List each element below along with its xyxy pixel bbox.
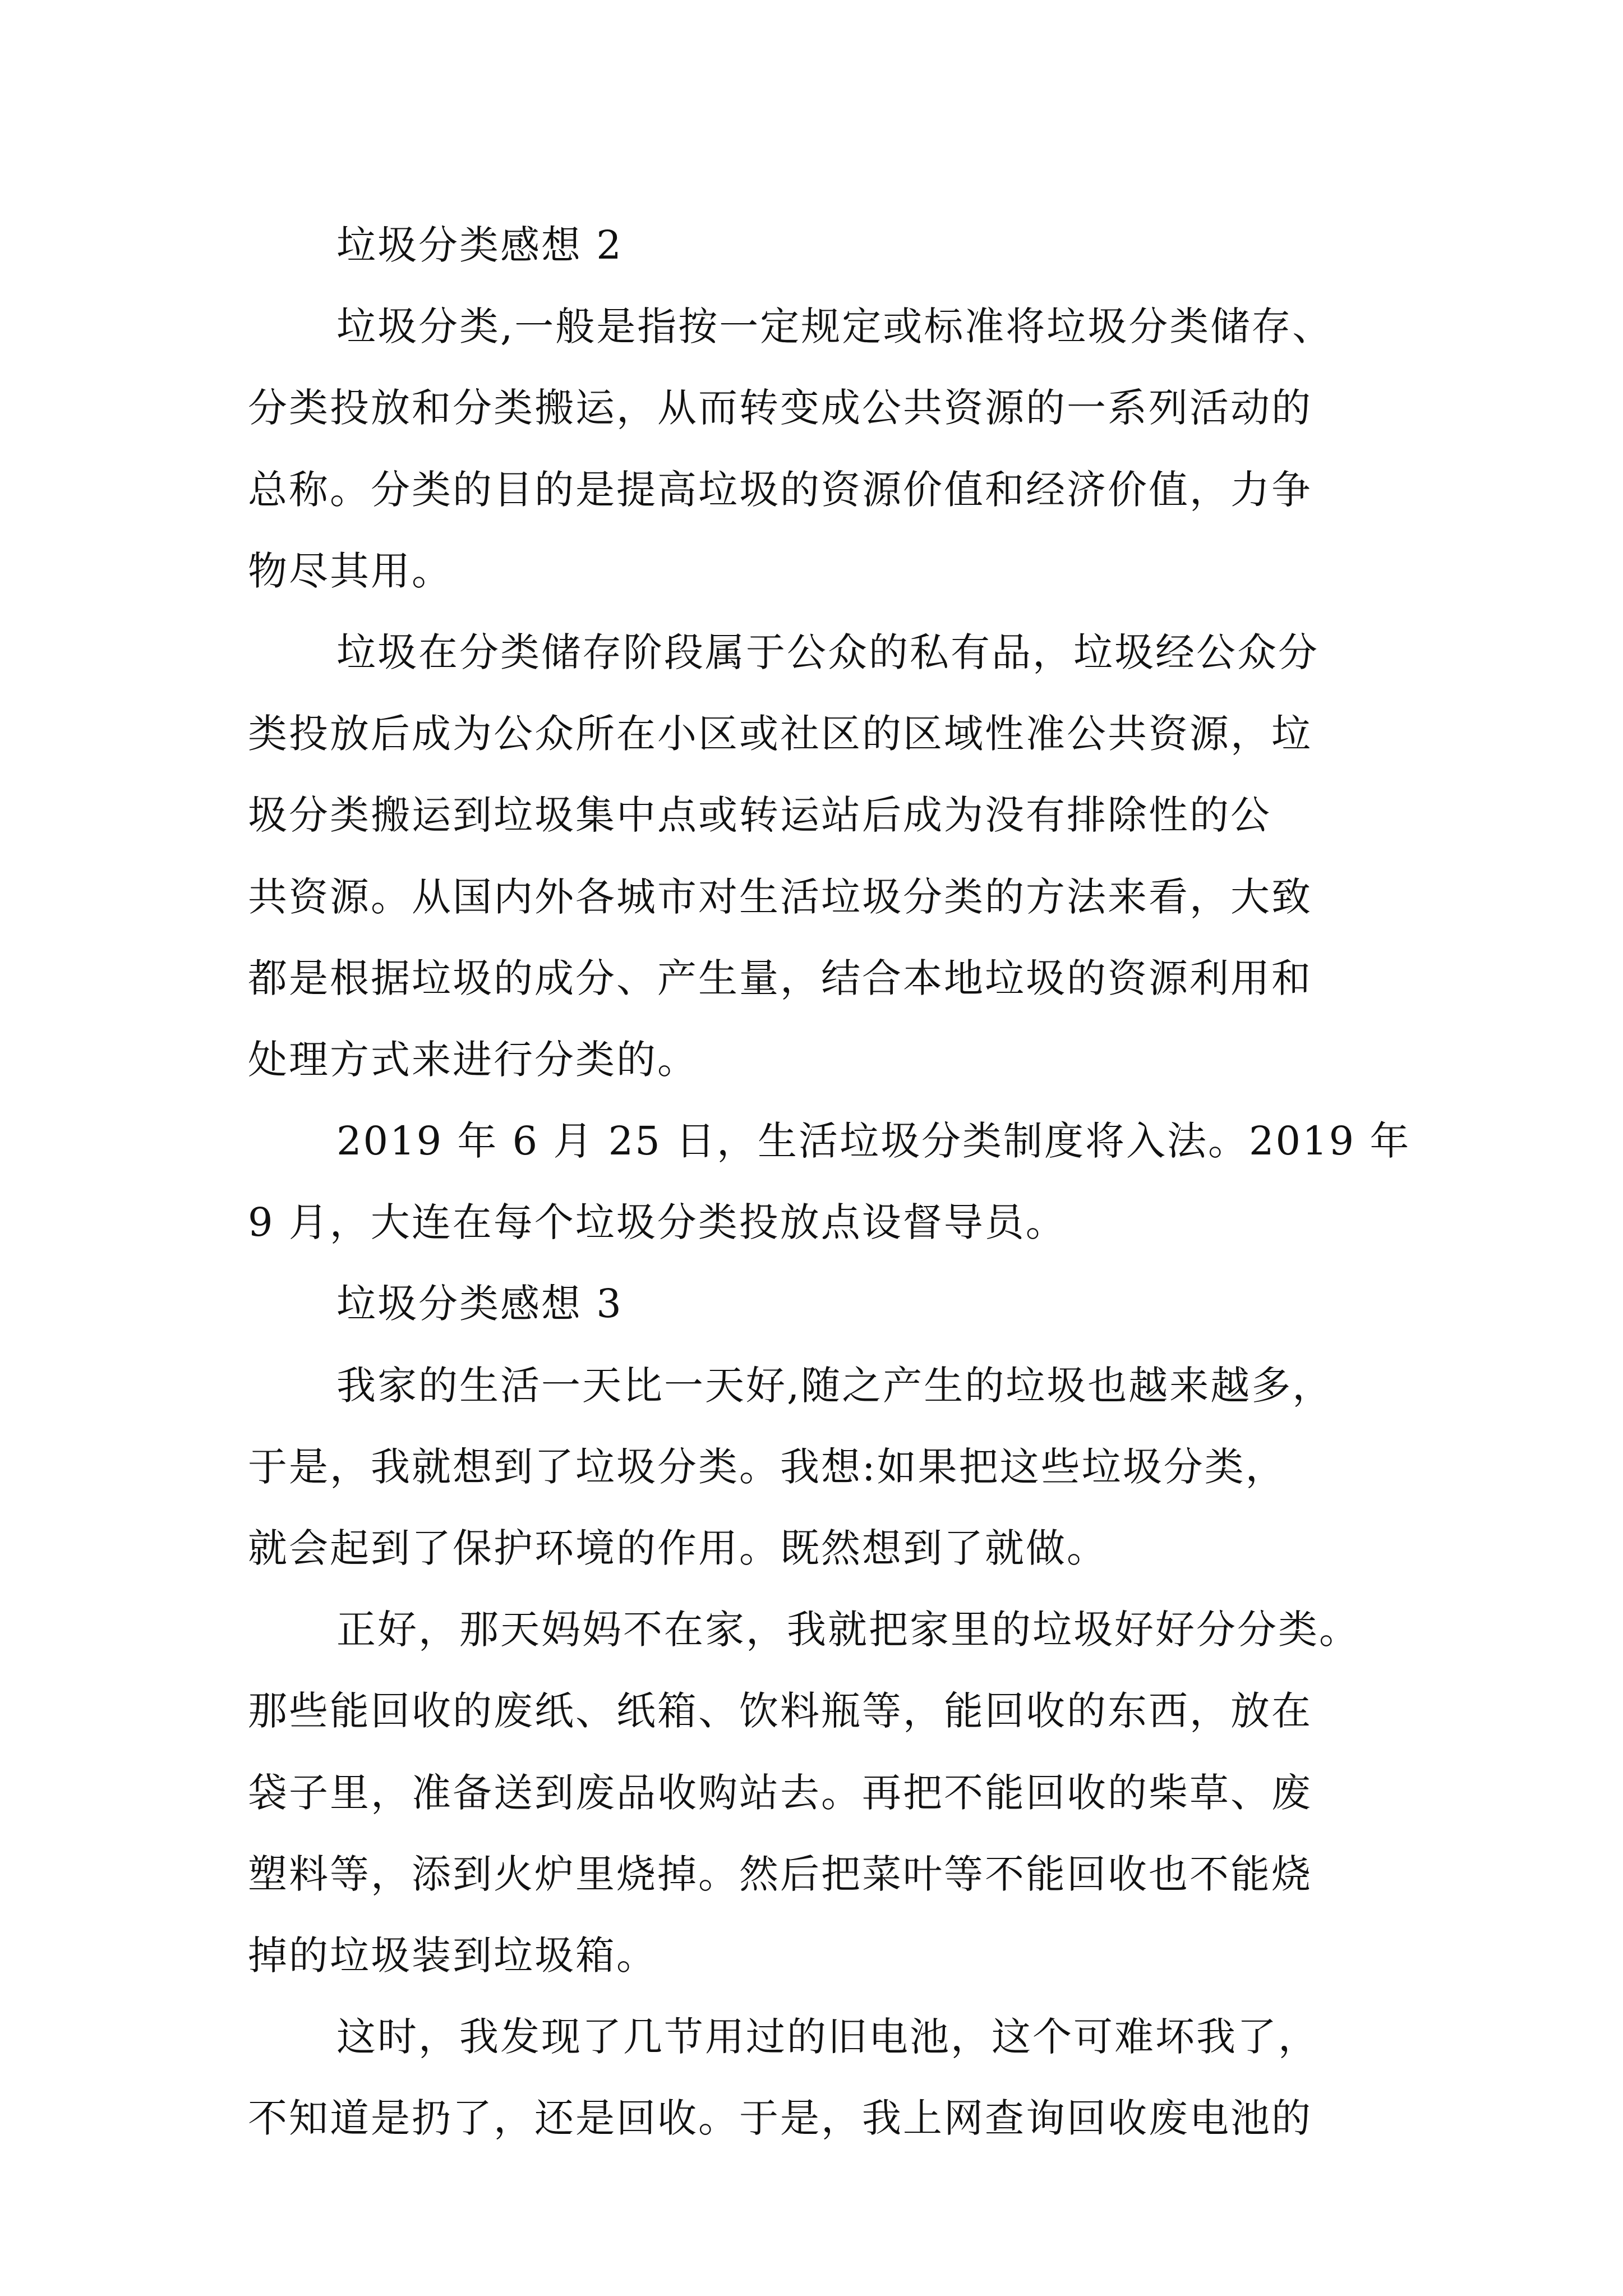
text-line: 垃圾分类感想 2: [336, 222, 623, 268]
text-line: 2019 年 6 月 25 日，生活垃圾分类制度将入法。2019 年: [336, 1118, 1411, 1165]
text-line: 就会起到了保护环境的作用。既然想到了就做。: [248, 1525, 1108, 1571]
text-line: 掉的垃圾装到垃圾箱。: [248, 1932, 657, 1978]
text-line: 类投放后成为公众所在小区或社区的区域性准公共资源，垃: [248, 711, 1312, 757]
text-line: 垃圾分类,一般是指按一定规定或标准将垃圾分类储存、: [336, 303, 1334, 350]
text-line: 那些能回收的废纸、纸箱、饮料瓶等，能回收的东西，放在: [248, 1688, 1312, 1734]
text-line: 总称。分类的目的是提高垃圾的资源价值和经济价值，力争: [248, 466, 1312, 513]
text-line: 圾分类搬运到垃圾集中点或转运站后成为没有排除性的公: [248, 792, 1271, 839]
text-line: 物尽其用。: [248, 547, 453, 594]
text-line: 垃圾分类感想 3: [336, 1281, 623, 1327]
text-line: 正好，那天妈妈不在家，我就把家里的垃圾好好分分类。: [336, 1607, 1360, 1653]
text-line: 共资源。从国内外各城市对生活垃圾分类的方法来看，大致: [248, 873, 1312, 920]
text-line: 9 月，大连在每个垃圾分类投放点设督导员。: [248, 1199, 1067, 1246]
text-line: 塑料等，添到火炉里烧掉。然后把菜叶等不能回收也不能烧: [248, 1851, 1312, 1897]
document-body: [248, 205, 1431, 2160]
text-line: 这时，我发现了几节用过的旧电池，这个可难坏我了，: [336, 2014, 1319, 2060]
text-line: 垃圾在分类储存阶段属于公众的私有品，垃圾经公众分: [336, 629, 1319, 675]
text-line: 于是，我就想到了垃圾分类。我想:如果把这些垃圾分类，: [248, 1443, 1287, 1490]
text-line: 不知道是扔了，还是回收。于是，我上网查询回收废电池的: [248, 2095, 1312, 2142]
text-line: 处理方式来进行分类的。: [248, 1036, 698, 1083]
text-line: 都是根据垃圾的成分、产生量，结合本地垃圾的资源利用和: [248, 955, 1312, 1001]
text-line: 分类投放和分类搬运，从而转变成公共资源的一系列活动的: [248, 385, 1312, 431]
text-line: 我家的生活一天比一天好,随之产生的垃圾也越来越多，: [336, 1362, 1334, 1409]
text-line: 袋子里，准备送到废品收购站去。再把不能回收的柴草、废: [248, 1769, 1312, 1816]
